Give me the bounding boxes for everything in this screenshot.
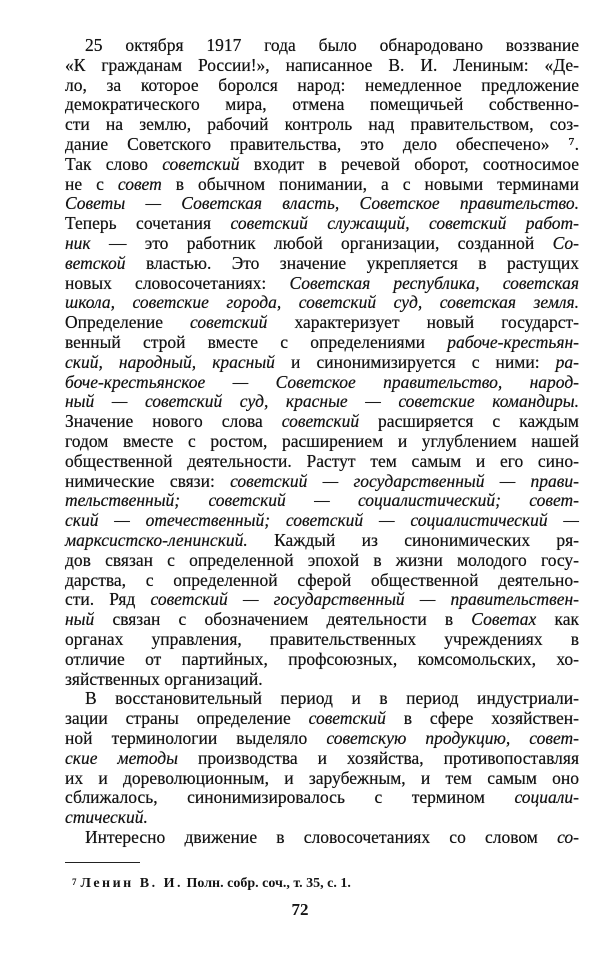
- page-number: 72: [291, 900, 309, 919]
- italic-term: школа, советские города, советский суд, советская земля.: [65, 292, 579, 313]
- text-line: [65, 55, 579, 75]
- italic-term: советский: [190, 312, 268, 333]
- text-segment: органах управления, правительственных учреждениях в: [65, 629, 579, 649]
- footnote: [72, 874, 351, 894]
- text-line: [65, 391, 579, 411]
- text-line: [65, 431, 579, 451]
- text-segment: «К гражданам России!», написанное В. И. Лениным: «Де-: [65, 54, 579, 75]
- text-line: [65, 253, 579, 273]
- text-line: [65, 768, 579, 788]
- text-line: [65, 154, 579, 174]
- text-segment: дание Советского правительства, это дело обеспечено» ⁷.: [65, 134, 579, 154]
- text-segment: в сфере хозяйствен-: [385, 708, 579, 729]
- text-segment: производства и хозяйства, противопоставляя: [178, 747, 579, 768]
- text-segment: венный строй вместе с определениями: [65, 332, 448, 352]
- italic-term: советскую продукцию, совет-: [326, 728, 579, 748]
- text-segment: Теперь сочетания: [65, 213, 231, 234]
- text-line: [65, 352, 579, 372]
- text-line: [65, 292, 579, 312]
- text-line: [65, 787, 579, 807]
- text-line: [65, 332, 579, 352]
- text-line: [65, 134, 579, 154]
- text-line: [65, 451, 579, 471]
- text-line: [65, 75, 579, 95]
- text-segment: входит в речевой оборот, соотносимое: [239, 153, 580, 174]
- italic-term: Со-: [552, 233, 579, 253]
- text-line: [65, 609, 579, 629]
- italic-term: стический.: [65, 807, 148, 828]
- italic-term: рабоче-крестьян-: [447, 332, 579, 352]
- text-line: [65, 550, 579, 570]
- text-segment: общественной деятельности. Растут тем самым и его сино-: [65, 450, 579, 471]
- italic-term: ник: [65, 233, 91, 253]
- text-line: [85, 688, 579, 708]
- italic-term: советский — государственный — прави-: [230, 470, 579, 491]
- text-segment: властью. Это значение укрепляется в растущих: [125, 252, 579, 273]
- text-line: [65, 510, 579, 530]
- italic-term: со-: [557, 827, 579, 847]
- text-line: [85, 35, 579, 55]
- text-line: [65, 471, 579, 491]
- text-segment: расширяется с каждым: [359, 411, 579, 432]
- italic-term: Советы — Советская власть, Советское правительство.: [65, 193, 579, 214]
- text-segment: — это работник любой организации, созданной: [90, 233, 553, 253]
- italic-term: советский — государственный — правительствен-: [150, 589, 579, 610]
- text-line: [65, 411, 579, 431]
- text-segment: нимические связи:: [65, 470, 231, 491]
- text-segment: характеризует новый государст-: [267, 312, 579, 333]
- text-line: [65, 273, 579, 293]
- text-segment: Так слово: [65, 153, 163, 174]
- text-segment: ло, за которое боролся народ: немедленное предложение: [65, 74, 579, 95]
- italic-term: тельственный; советский — социалистический; совет-: [65, 490, 579, 511]
- text-segment: Каждый из синонимических ря-: [247, 530, 579, 550]
- footnote-text: Полн. собр. соч., т. 35, с. 1.: [186, 876, 351, 891]
- text-line: [65, 94, 579, 114]
- text-line: [65, 312, 579, 332]
- text-line: [85, 827, 579, 847]
- text-segment: сти на землю, рабочий контроль над правительством, соз-: [65, 114, 579, 135]
- italic-term: марксистско-ленинский.: [65, 530, 248, 550]
- text-segment: 25 октября 1917 года было обнародовано воззвание: [85, 35, 579, 55]
- text-segment: сти. Ряд: [65, 589, 151, 610]
- text-line: [65, 728, 579, 748]
- text-line: [65, 372, 579, 392]
- text-line: [65, 490, 579, 510]
- italic-term: ский, народный, красный: [65, 351, 275, 372]
- text-line: [65, 233, 579, 253]
- footnote-author: Ленин В. И.: [80, 876, 183, 891]
- text-segment: дов связан с определенной эпохой в жизни молодого госу-: [65, 549, 579, 570]
- text-segment: не с: [65, 173, 118, 194]
- italic-term: ра-: [555, 351, 579, 372]
- text-segment: отличие от партийных, профсоюзных, комсомольских, хо-: [65, 648, 579, 669]
- text-line: [65, 213, 579, 233]
- text-line: [65, 649, 579, 669]
- text-segment: годом вместе с ростом, расширением и углублением нашей: [65, 431, 579, 451]
- footnote-divider: [65, 862, 140, 863]
- italic-term: советский служащий, советский работ-: [230, 213, 580, 234]
- text-segment: связан с обозначением деятельности в: [94, 609, 472, 630]
- italic-term: совет: [117, 173, 162, 194]
- italic-term: советский: [308, 708, 386, 729]
- text-segment: их и дореволюционным, и зарубежным, и тем самым оно: [65, 767, 579, 788]
- text-line: [65, 570, 579, 590]
- text-line: [65, 530, 579, 550]
- italic-term: ветской: [65, 252, 126, 273]
- text-segment: и синонимизируется с ними:: [274, 351, 556, 372]
- text-segment: сближалось, синонимизировалось с термином: [65, 787, 515, 808]
- italic-term: советский: [162, 153, 240, 174]
- text-line: [65, 174, 579, 194]
- footnote-marker: 7: [72, 877, 77, 887]
- italic-term: социали-: [514, 787, 579, 808]
- text-segment: Определение: [65, 312, 191, 333]
- italic-term: ские методы: [65, 747, 179, 768]
- italic-term: Советская республика, советская: [289, 272, 579, 293]
- text-line: [65, 629, 579, 649]
- italic-term: ный — советский суд, красные — советские командиры.: [65, 391, 579, 412]
- text-line: [65, 669, 579, 689]
- text-line: [65, 708, 579, 728]
- text-segment: зации страны определение: [65, 708, 309, 729]
- text-segment: в обычном понимании, а с новыми терминами: [161, 173, 579, 194]
- italic-term: ский — отечественный; советский — социалистический —: [65, 510, 579, 531]
- text-line: [65, 748, 579, 768]
- italic-term: Советах: [471, 609, 537, 630]
- text-segment: Интересно движение в словосочетаниях со словом: [85, 827, 558, 847]
- italic-term: боче-крестьянское — Советское правительство, народ-: [65, 371, 579, 392]
- text-segment: как: [536, 609, 579, 630]
- text-line: [65, 589, 579, 609]
- text-segment: В восстановительный период и в период индустриали-: [85, 688, 579, 709]
- text-segment: ной терминологии выделяло: [65, 728, 327, 748]
- text-segment: зяйственных организаций.: [65, 668, 263, 689]
- text-segment: новых словосочетаниях:: [65, 272, 290, 293]
- text-segment: демократического мира, отмена помещичьей собственно-: [65, 94, 579, 115]
- text-segment: дарства, с определенной сферой общественной деятельно-: [65, 569, 579, 590]
- text-line: [65, 193, 579, 213]
- text-segment: Значение нового слова: [65, 411, 282, 432]
- text-line: [65, 807, 579, 827]
- italic-term: ный: [65, 609, 95, 630]
- italic-term: советский: [281, 411, 360, 432]
- text-line: [65, 114, 579, 134]
